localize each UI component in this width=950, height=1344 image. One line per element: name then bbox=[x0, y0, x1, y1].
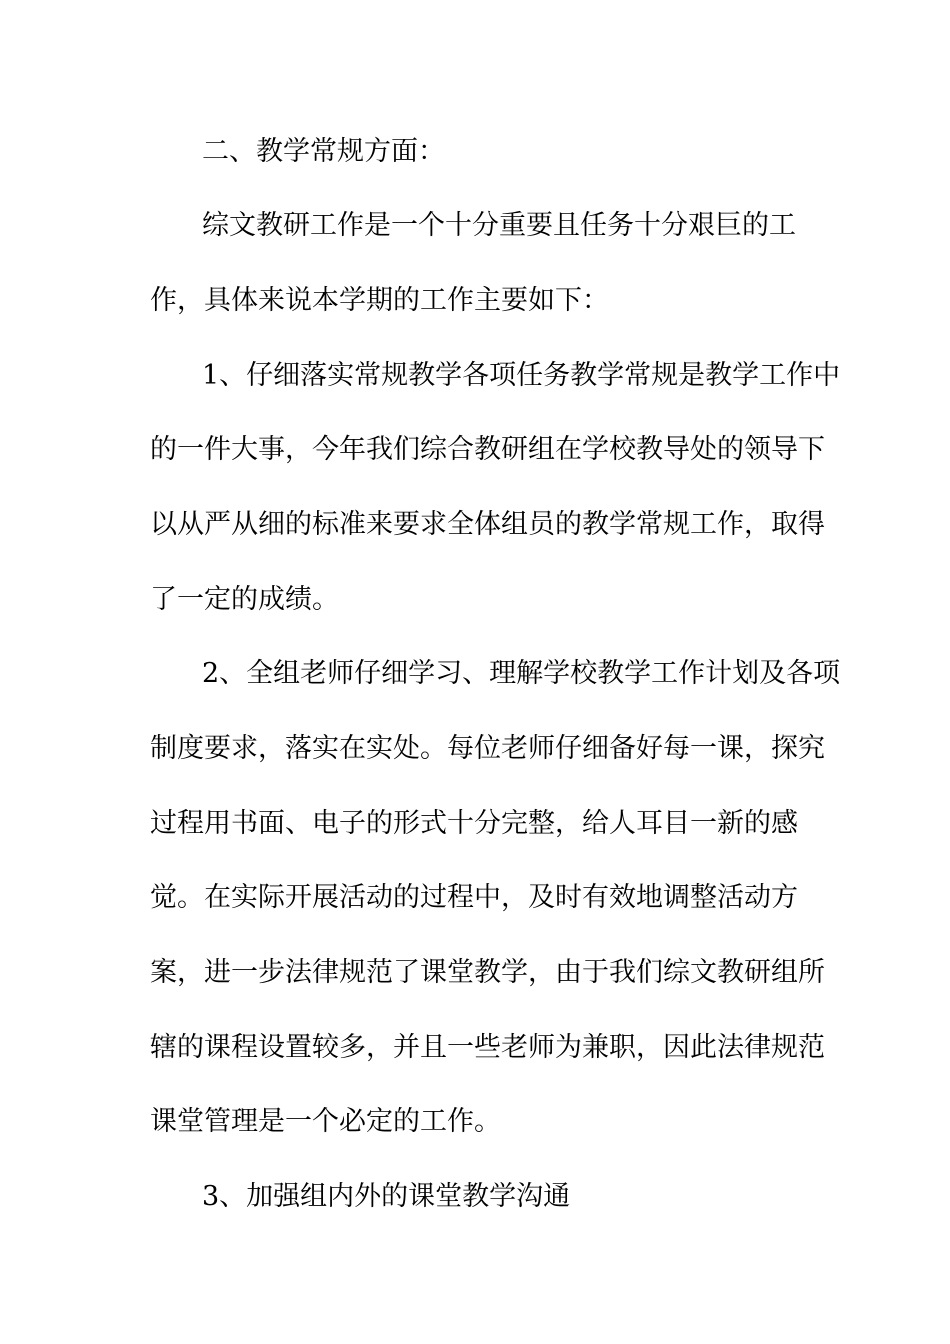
paragraph-line: 3、加强组内外的课堂教学沟通 bbox=[202, 1181, 571, 1212]
paragraph-line: 以从严从细的标准来要求全体组员的教学常规工作，取得 bbox=[150, 509, 825, 540]
paragraph-line: 作，具体来说本学期的工作主要如下： bbox=[150, 285, 609, 316]
paragraph-line: 2、全组老师仔细学习、理解学校教学工作计划及各项 bbox=[202, 658, 841, 689]
paragraph-line: 制度要求，落实在实处。每位老师仔细备好每一课，探究 bbox=[150, 733, 825, 764]
paragraph-line: 综文教研工作是一个十分重要且任务十分艰巨的工 bbox=[202, 210, 796, 241]
paragraph-line: 觉。在实际开展活动的过程中，及时有效地调整活动方 bbox=[150, 882, 798, 913]
section-heading: 二、教学常规方面： bbox=[202, 136, 445, 167]
paragraph-line: 过程用书面、电子的形式十分完整，给人耳目一新的感 bbox=[150, 808, 798, 839]
paragraph-line: 了一定的成绩。 bbox=[150, 584, 339, 615]
paragraph-line: 1、仔细落实常规教学各项任务教学常规是教学工作中 bbox=[202, 360, 841, 391]
paragraph-line: 的一件大事，今年我们综合教研组在学校教导处的领导下 bbox=[150, 434, 825, 465]
paragraph-line: 案，进一步法律规范了课堂教学，由于我们综文教研组所 bbox=[150, 957, 825, 988]
paragraph-line: 辖的课程设置较多，并且一些老师为兼职，因此法律规范 bbox=[150, 1032, 825, 1063]
paragraph-line: 课堂管理是一个必定的工作。 bbox=[150, 1106, 501, 1137]
